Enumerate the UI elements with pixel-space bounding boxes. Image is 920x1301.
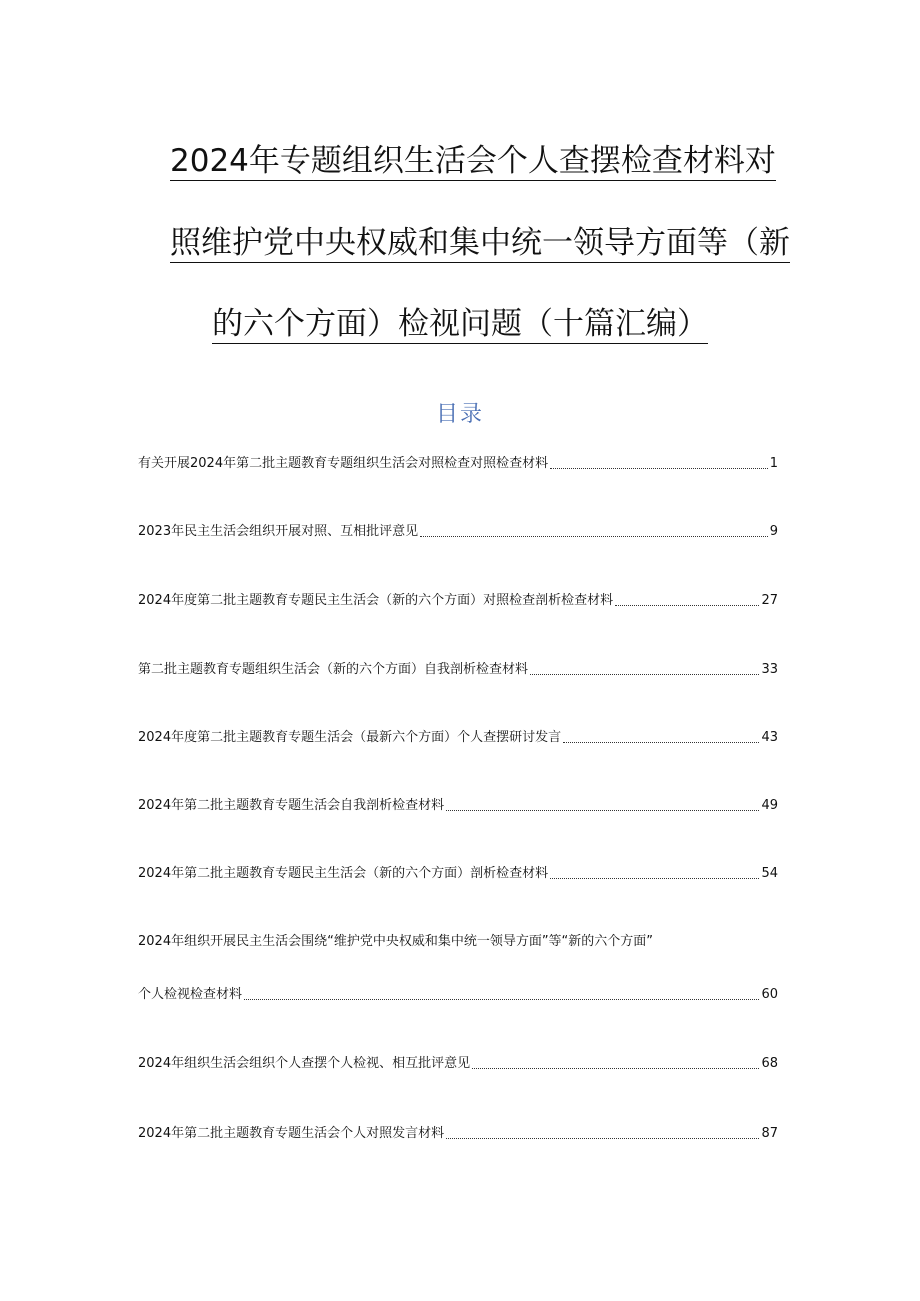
toc-entry-title: 2024年度第二批主题教育专题民主生活会（新的六个方面）对照检查剖析检查材料 [138, 593, 614, 608]
toc-entry-title: 2024年组织生活会组织个人查摆个人检视、相互批评意见 [138, 1056, 471, 1071]
toc-leader-dots [530, 674, 759, 675]
toc-entry-page: 1 [769, 456, 778, 471]
toc-entry-page: 9 [769, 524, 778, 539]
toc-entry[interactable] [138, 1125, 778, 1143]
toc-entry[interactable] [138, 865, 778, 883]
toc-entry-title: 2024年第二批主题教育专题生活会自我剖析检查材料 [138, 798, 445, 813]
toc-entry[interactable] [138, 592, 778, 610]
toc-entry-page: 33 [761, 662, 778, 677]
toc-heading: 目录 [435, 402, 484, 427]
toc-entry[interactable] [138, 455, 778, 473]
toc-leader-dots [446, 1138, 759, 1139]
toc-entry-page: 68 [761, 1056, 778, 1071]
title-line-2: 照维护党中央权威和集中统一领导方面等（新 [170, 225, 790, 261]
toc-leader-dots [472, 1068, 759, 1069]
toc-leader-dots [550, 878, 759, 879]
toc-entry-title: 2024年第二批主题教育专题民主生活会（新的六个方面）剖析检查材料 [138, 866, 549, 881]
toc-entry-title: 第二批主题教育专题组织生活会（新的六个方面）自我剖析检查材料 [138, 662, 529, 677]
toc-leader-dots [563, 742, 759, 743]
toc-entry-page: 87 [761, 1126, 778, 1141]
toc-entry-title: 个人检视检查材料 [138, 987, 243, 1002]
title-line-3: 的六个方面）检视问题（十篇汇编） [212, 306, 708, 342]
toc-entry-title: 2024年第二批主题教育专题生活会个人对照发言材料 [138, 1126, 445, 1141]
toc-entry-page: 27 [761, 593, 778, 608]
title-line-1: 2024年专题组织生活会个人查摆检查材料对 [170, 143, 776, 179]
toc-entry[interactable] [138, 797, 778, 815]
toc-entry-title-line1[interactable]: 2024年组织开展民主生活会围绕“维护党中央权威和集中统一领导方面”等“新的六个方面” [138, 934, 654, 949]
toc-entry[interactable] [138, 729, 778, 747]
toc-leader-dots [446, 810, 759, 811]
toc-entry-page: 49 [761, 798, 778, 813]
toc-entry-title: 2023年民主生活会组织开展对照、互相批评意见 [138, 524, 419, 539]
toc-entry-page: 43 [761, 730, 778, 745]
toc-entry[interactable] [138, 986, 778, 1004]
toc-leader-dots [244, 999, 759, 1000]
toc-entry[interactable] [138, 1055, 778, 1073]
toc-entry[interactable] [138, 523, 778, 541]
toc-leader-dots [550, 468, 768, 469]
toc-entry-page: 60 [761, 987, 778, 1002]
toc-entry-page: 54 [761, 866, 778, 881]
toc-entry-title: 有关开展2024年第二批主题教育专题组织生活会对照检查对照检查材料 [138, 456, 549, 471]
toc-entry[interactable] [138, 661, 778, 679]
toc-leader-dots [615, 605, 759, 606]
toc-leader-dots [420, 536, 768, 537]
toc-entry-title: 2024年度第二批主题教育专题生活会（最新六个方面）个人查摆研讨发言 [138, 730, 562, 745]
